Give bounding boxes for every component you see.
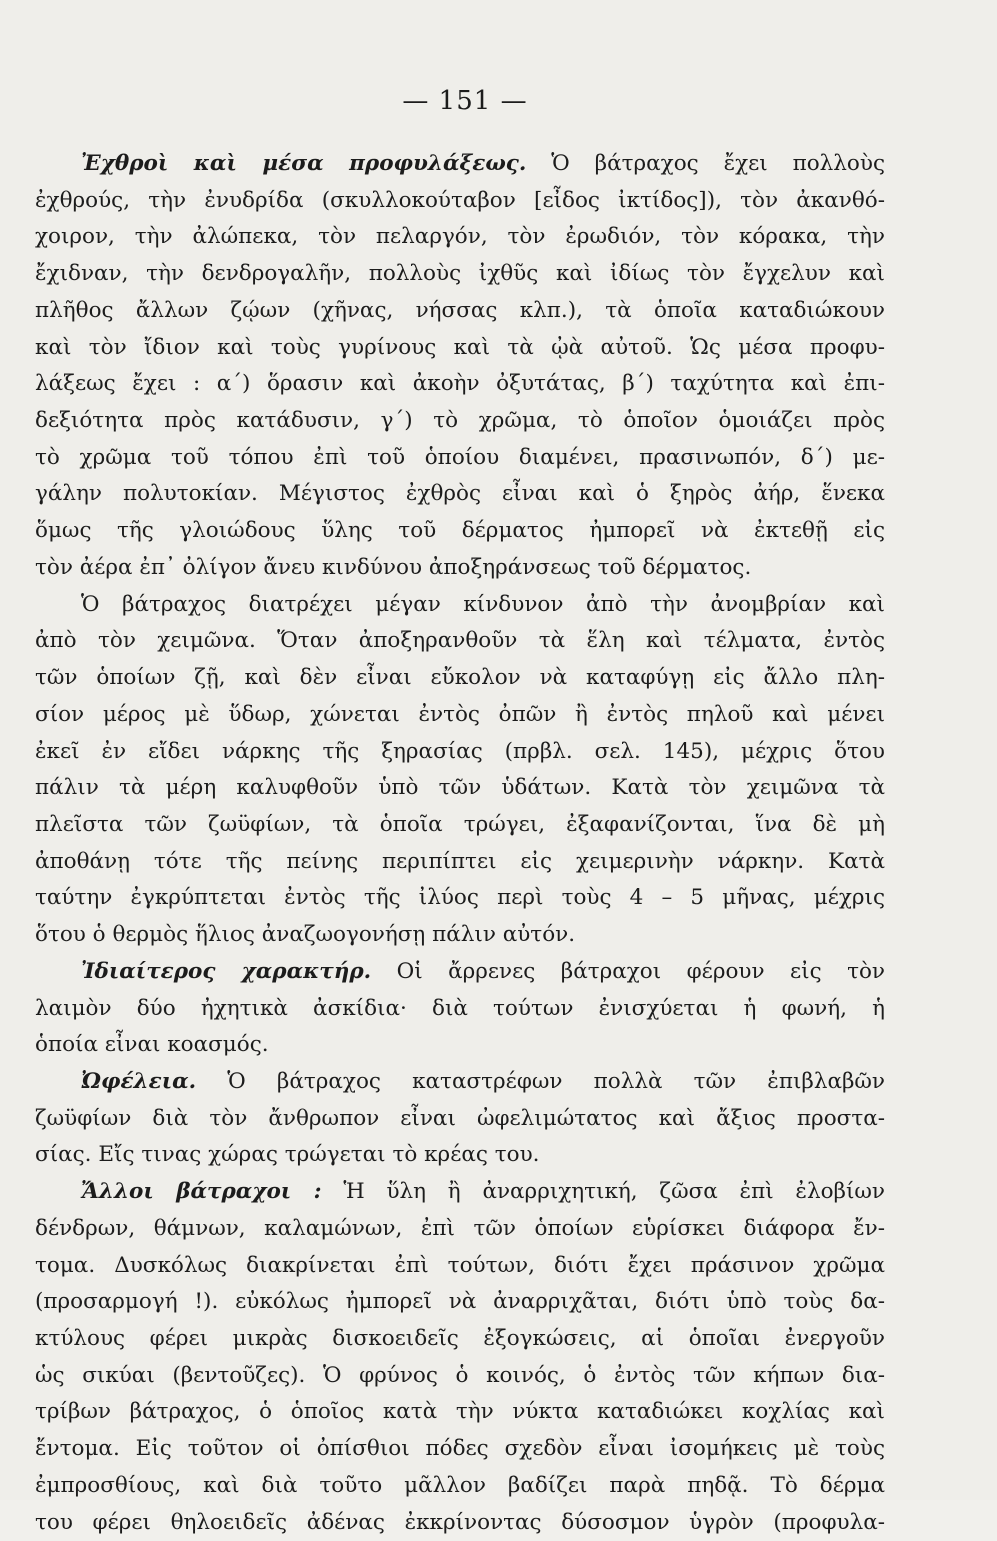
text-line <box>35 293 885 330</box>
line-text: ἔχιδναν, τὴν δενδρογαλῆν, πολλοὺς ἰχθῦς καὶ ἰδίως τὸν ἔγχελυν καὶ <box>35 261 885 287</box>
text-line <box>35 146 885 183</box>
line-text: ἀπὸ τὸν χειμῶνα. Ὅταν ἀποξηρανθοῦν τὰ ἕλη καὶ τέλματα, ἐντὸς <box>35 628 885 654</box>
line-text: χοιρον, τὴν ἀλώπεκα, τὸν πελαργόν, τὸν ἐρωδιόν, τὸν κόρακα, τὴν <box>35 224 885 250</box>
line-text: τομα. Δυσκόλως διακρίνεται ἐπὶ τούτων, διότι ἔχει πράσινον χρῶμα <box>35 1252 885 1278</box>
text-line <box>35 844 885 881</box>
line-text: ἐμπροσθίους, καὶ διὰ τοῦτο μᾶλλον βαδίζει παρὰ πηδᾷ. Τὸ δέρμα <box>35 1472 885 1498</box>
line-text: λάξεως ἔχει : α΄) ὅρασιν καὶ ἀκοὴν ὀξυτάτας, β΄) ταχύτητα καὶ ἐπι- <box>35 371 885 397</box>
text-line <box>35 587 885 624</box>
text-line <box>35 256 885 293</box>
section-heading: Ὠφέλεια. <box>81 1068 197 1094</box>
text-line <box>35 1321 885 1358</box>
line-text: του φέρει θηλοειδεῖς ἀδένας ἐκκρίνοντας δύσοσμον ὑγρὸν (προφυλα- <box>35 1509 885 1535</box>
line-text: ὡς σικύαι (βεντοῦζες). Ὁ φρύνος ὁ κοινός, ὁ ἐντὸς τῶν κήπων δια- <box>35 1362 885 1388</box>
line-text: σίον μέρος μὲ ὕδωρ, χώνεται ἐντὸς ὀπῶν ἢ ἐντὸς πηλοῦ καὶ μένει <box>35 701 885 727</box>
text-line <box>35 660 885 697</box>
line-text: ἀποθάνῃ τότε τῆς πείνης περιπίπτει εἰς χειμερινὴν νάρκην. Κατὰ <box>35 848 885 874</box>
line-text: Ὁ βάτραχος καταστρέφων πολλὰ τῶν ἐπιβλαβῶν <box>196 1068 885 1094</box>
text-line <box>35 1505 885 1541</box>
body-text <box>35 146 885 1541</box>
section-heading: Ἄλλοι βάτραχοι : <box>81 1179 322 1205</box>
text-line <box>35 550 885 587</box>
line-text: τὸν ἀέρα ἐπ᾽ ὀλίγον ἄνευ κινδύνου ἀποξηράνσεως τοῦ δέρματος. <box>35 554 752 580</box>
line-text: καὶ τὸν ἴδιον καὶ τοὺς γυρίνους καὶ τὰ ᾠὰ αὐτοῦ. Ὡς μέσα προφυ- <box>35 334 885 360</box>
line-text: τρίβων βάτραχος, ὁ ὁποῖος κατὰ τὴν νύκτα καταδιώκει κοχλίας καὶ <box>35 1399 885 1425</box>
text-line <box>35 513 885 550</box>
line-text: ζωϋφίων διὰ τὸν ἄνθρωπον εἶναι ὠφελιμώτατος καὶ ἄξιος προστα- <box>35 1105 885 1131</box>
text-line <box>35 1394 885 1431</box>
text-line <box>35 1064 885 1101</box>
line-text: τὸ χρῶμα τοῦ τόπου ἐπὶ τοῦ ὁποίου διαμένει, πρασινωπόν, δ΄) με- <box>35 444 885 470</box>
text-line <box>35 366 885 403</box>
line-text: ἐχθρούς, τὴν ἐνυδρίδα (σκυλλοκούταβον [εἶδος ἰκτίδος]), τὸν ἀκανθό- <box>35 187 885 213</box>
line-text: ταύτην ἐγκρύπτεται ἐντὸς τῆς ἰλύος περὶ τοὺς 4 – 5 μῆνας, μέχρις <box>35 885 885 911</box>
line-text: πάλιν τὰ μέρη καλυφθοῦν ὑπὸ τῶν ὑδάτων. Κατὰ τὸν χειμῶνα τὰ <box>35 775 885 801</box>
text-line <box>35 440 885 477</box>
text-line <box>35 183 885 220</box>
line-text: λαιμὸν δύο ἠχητικὰ ἀσκίδια· διὰ τούτων ἐνισχύεται ἡ φωνή, ἡ <box>35 995 885 1021</box>
line-text: σίας. Εἴς τινας χώρας τρώγεται τὸ κρέας του. <box>35 1142 540 1168</box>
text-line <box>35 770 885 807</box>
line-text: δεξιότητα πρὸς κατάδυσιν, γ΄) τὸ χρῶμα, τὸ ὁποῖον ὁμοιάζει πρὸς <box>35 408 885 434</box>
text-line <box>35 1358 885 1395</box>
text-line <box>35 623 885 660</box>
line-text: δένδρων, θάμνων, καλαμώνων, ἐπὶ τῶν ὁποίων εὑρίσκει διάφορα ἔν- <box>35 1215 885 1241</box>
page-number: — 151 — <box>402 86 528 116</box>
line-text: τῶν ὁποίων ζῇ, καὶ δὲν εἶναι εὔκολον νὰ καταφύγῃ εἰς ἄλλο πλη- <box>35 665 885 691</box>
line-text: κτύλους φέρει μικρὰς δισκοειδεῖς ἐξογκώσεις, αἱ ὁποῖαι ἐνεργοῦν <box>35 1326 885 1351</box>
text-line <box>35 807 885 844</box>
line-text: πλεῖστα τῶν ζωϋφίων, τὰ ὁποῖα τρώγει, ἐξαφανίζονται, ἵνα δὲ μὴ <box>35 811 885 837</box>
text-line <box>35 403 885 440</box>
text-line <box>35 1137 885 1174</box>
text-line <box>35 917 885 954</box>
line-text: Ὁ βάτραχος διατρέχει μέγαν κίνδυνον ἀπὸ τὴν ἀνομβρίαν καὶ <box>81 591 885 617</box>
line-text: Οἱ ἄρρενες βάτραχοι φέρουν εἰς τὸν <box>371 958 885 984</box>
line-text: Ὁ βάτραχος ἔχει πολλοὺς <box>526 151 885 176</box>
text-line <box>35 219 885 256</box>
text-line <box>35 697 885 734</box>
text-line <box>35 1431 885 1468</box>
line-text: ἔντομα. Εἰς τοῦτον οἱ ὀπίσθιοι πόδες σχεδὸν εἶναι ἰσομήκεις μὲ τοὺς <box>35 1436 885 1462</box>
text-line <box>35 954 885 991</box>
text-line <box>35 476 885 513</box>
text-line <box>35 734 885 771</box>
line-text: ἐκεῖ ἐν εἴδει νάρκης τῆς ξηρασίας (πρβλ. σελ. 145), μέχρις ὅτου <box>35 738 885 764</box>
section-heading: Ἐχθροὶ καὶ μέσα προφυλάξεως. <box>81 151 527 176</box>
text-line <box>35 1027 885 1064</box>
text-line <box>35 880 885 917</box>
line-text: ὅμως τῆς γλοιώδους ὕλης τοῦ δέρματος ἠμπορεῖ νὰ ἐκτεθῇ εἰς <box>35 518 885 544</box>
line-text: πλῆθος ἄλλων ζῴων (χῆνας, νήσσας κλπ.), τὰ ὁποῖα καταδιώκουν <box>35 297 885 323</box>
line-text: (προσαρμογή !). εὐκόλως ἠμπορεῖ νὰ ἀναρριχᾶται, διότι ὑπὸ τοὺς δα- <box>35 1289 885 1315</box>
text-line <box>35 330 885 367</box>
text-line <box>35 1211 885 1248</box>
text-line <box>35 1468 885 1505</box>
line-text: ὅτου ὁ θερμὸς ἥλιος ἀναζωογονήσῃ πάλιν αὐτόν. <box>35 922 576 948</box>
text-line <box>35 991 885 1028</box>
line-text: Ἡ ὕλη ἢ ἀναρριχητική, ζῶσα ἐπὶ ἐλοβίων <box>321 1179 885 1205</box>
line-text: γάλην πολυτοκίαν. Μέγιστος ἐχθρὸς εἶναι καὶ ὁ ξηρὸς ἀήρ, ἕνεκα <box>35 481 885 507</box>
text-line <box>35 1248 885 1285</box>
section-heading: Ἰδιαίτερος χαρακτήρ. <box>81 958 372 984</box>
text-line <box>35 1101 885 1138</box>
text-line <box>35 1174 885 1211</box>
text-line <box>35 1284 885 1321</box>
line-text: ὁποία εἶναι κοασμός. <box>35 1032 269 1058</box>
